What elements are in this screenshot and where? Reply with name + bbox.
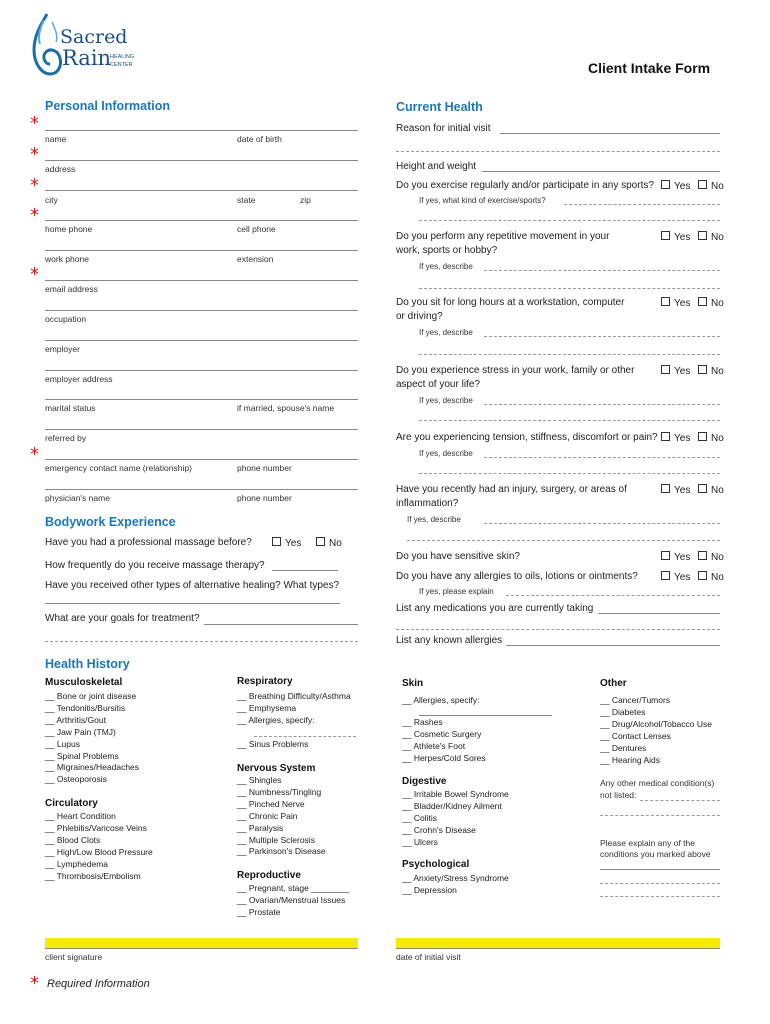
list-item[interactable]: __ Heart Condition: [45, 811, 116, 821]
tension-no[interactable]: [698, 432, 724, 444]
explain-label-2: conditions you marked above: [600, 849, 711, 859]
exercise-yes[interactable]: [661, 180, 690, 192]
skin-allergies-field[interactable]: [419, 715, 552, 716]
referred-label: referred by: [45, 433, 87, 443]
current-heading: Current Health: [396, 100, 483, 114]
list-item[interactable]: __ Diabetes: [600, 706, 646, 717]
reproductive-title: Reproductive: [237, 870, 301, 881]
list-item[interactable]: __ Breathing Difficulty/Asthma: [237, 691, 351, 701]
repetitive-question: Do you perform any repetitive movement in your work, sports or hobby?: [396, 231, 610, 256]
logo: [30, 12, 150, 82]
tension-question: Are you experiencing tension, stiffness, discomfort or pain?: [396, 432, 658, 443]
nervous-title: Nervous System: [237, 763, 316, 774]
repetitive-sub: If yes, describe: [419, 262, 473, 271]
spouse-label: if married, spouse's name: [237, 403, 335, 413]
medications-question: List any medications you are currently taking: [396, 603, 594, 614]
employer-label: employer: [45, 344, 80, 354]
exercise-no[interactable]: [698, 180, 724, 192]
checkbox[interactable]: [698, 365, 707, 374]
circulatory-list: [45, 811, 153, 882]
list-item[interactable]: __ Lupus: [45, 738, 80, 749]
list-item[interactable]: __ Multiple Sclerosis: [237, 834, 315, 845]
list-item[interactable]: __ Lymphedema: [45, 858, 109, 869]
sit-question: Do you sit for long hours at a workstation, computer or driving?: [396, 297, 625, 322]
signature-label: client signature: [45, 952, 103, 962]
stress-yes[interactable]: [661, 365, 690, 377]
psychological-title: Psychological: [402, 859, 470, 870]
psychological-list: [402, 873, 509, 897]
yes-label: Yes: [674, 232, 691, 243]
list-item[interactable]: __ Colitis: [402, 812, 437, 823]
injury-no[interactable]: [698, 484, 724, 496]
exercise-field-2[interactable]: [419, 220, 720, 221]
checkbox[interactable]: [661, 365, 670, 374]
list-item[interactable]: __ Parkinson's Disease: [237, 846, 326, 857]
list-item[interactable]: __ Blood Clots: [45, 834, 101, 845]
injury-sub: If yes, describe: [407, 515, 461, 524]
list-item[interactable]: __ Ulcers: [402, 836, 438, 847]
extension-label: extension: [237, 254, 274, 264]
list-item[interactable]: __ Cosmetic Surgery: [402, 728, 482, 739]
marital-field[interactable]: [45, 399, 358, 400]
known-allergies-question: List any known allergies: [396, 635, 503, 646]
respiratory-title: Respiratory: [237, 676, 293, 687]
repetitive-no[interactable]: [698, 231, 724, 243]
home-phone-field[interactable]: [45, 220, 358, 221]
tension-field-2[interactable]: [419, 473, 720, 474]
other-conditions-field[interactable]: [640, 800, 720, 801]
city-field[interactable]: [45, 190, 358, 191]
checkbox[interactable]: [698, 432, 707, 441]
checkbox[interactable]: [698, 551, 707, 560]
history-heading: Health History: [45, 657, 130, 671]
list-item[interactable]: __ Cancer/Tumors: [600, 695, 671, 705]
list-item[interactable]: __ Paralysis: [237, 822, 284, 833]
work-phone-field[interactable]: [45, 250, 358, 251]
work-phone-label: work phone: [45, 254, 89, 264]
list-item[interactable]: __ Bladder/Kidney Ailment: [402, 800, 502, 811]
list-item[interactable]: __ Herpes/Cold Sores: [402, 752, 486, 763]
no-label: No: [711, 433, 724, 444]
required-star: *: [30, 144, 39, 165]
list-item[interactable]: __ Crohn's Disease: [402, 824, 476, 835]
list-item[interactable]: __ Ovarian/Menstrual Issues: [237, 894, 346, 905]
list-item[interactable]: __ Athlete's Foot: [402, 740, 466, 751]
list-item[interactable]: __ Spinal Problems: [45, 750, 119, 761]
stress-question: Do you experience stress in your work, family or other aspect of your life?: [396, 365, 635, 390]
skin-no[interactable]: [698, 551, 724, 563]
explain-field-3[interactable]: [600, 896, 720, 897]
list-item[interactable]: __ Shingles: [237, 775, 282, 785]
other-conditions-label-2: not listed:: [600, 790, 637, 800]
emergency-field[interactable]: [45, 459, 358, 460]
zip-label: zip: [300, 195, 311, 205]
stress-sub: If yes, describe: [419, 396, 473, 405]
physician-label: physician's name: [45, 493, 110, 503]
marital-label: marital status: [45, 403, 96, 413]
occupation-field[interactable]: [45, 310, 358, 311]
massage-before-question: Have you had a professional massage before?: [45, 537, 252, 548]
musculoskeletal-title: Musculoskeletal: [45, 677, 123, 688]
tension-yes[interactable]: [661, 432, 690, 444]
state-label: state: [237, 195, 256, 205]
exercise-question: Do you exercise regularly and/or participate in any sports?: [396, 180, 654, 191]
allergies-sub: If yes, please explain: [419, 587, 494, 596]
visit-date-line: [396, 948, 720, 949]
goals-question: What are your goals for treatment?: [45, 613, 200, 624]
yes-label: Yes: [674, 552, 691, 563]
checkbox[interactable]: [698, 180, 707, 189]
other-list: [600, 695, 712, 766]
yes-label: Yes: [285, 538, 302, 549]
stress-no[interactable]: [698, 365, 724, 377]
list-item[interactable]: __ Osteoporosis: [45, 774, 107, 785]
water-drop-icon: [30, 12, 64, 78]
medications-field[interactable]: [598, 613, 720, 614]
no-label: No: [711, 485, 724, 496]
required-star: *: [30, 264, 39, 285]
checkbox[interactable]: [698, 484, 707, 493]
checkbox[interactable]: [661, 432, 670, 441]
stress-field-2[interactable]: [419, 420, 720, 421]
goals-field[interactable]: [204, 624, 358, 625]
employer-address-field[interactable]: [45, 370, 358, 371]
list-item[interactable]: __ Numbness/Tingling: [237, 786, 322, 797]
personal-heading: Personal Information: [45, 99, 171, 113]
emergency-phone-label: phone number: [237, 463, 292, 473]
respiratory-allergies-field[interactable]: [254, 736, 356, 737]
list-item[interactable]: __ Drug/Alcohol/Tobacco Use: [600, 718, 712, 729]
frequency-field[interactable]: [272, 570, 338, 571]
sit-yes[interactable]: [661, 297, 690, 309]
list-item[interactable]: __ Irritable Bowel Syndrome: [402, 789, 509, 799]
list-item[interactable]: __ Anxiety/Stress Syndrome: [402, 873, 509, 883]
alt-healing-field[interactable]: [45, 603, 340, 604]
injury-yes[interactable]: [661, 484, 690, 496]
other-conditions-label: Any other medical condition(s): [600, 778, 715, 788]
repetitive-field-2[interactable]: [419, 288, 720, 289]
name-field[interactable]: [45, 130, 358, 131]
list-item[interactable]: __ Pregnant, stage ________: [237, 883, 350, 893]
allergies-field[interactable]: [506, 595, 720, 596]
required-note: Required Information: [47, 978, 150, 990]
exercise-field[interactable]: [564, 204, 720, 205]
other-title: Other: [600, 678, 627, 689]
checkbox[interactable]: [698, 297, 707, 306]
list-item[interactable]: __ Migraines/Headaches: [45, 762, 140, 773]
physician-field[interactable]: [45, 489, 358, 490]
yes-label: Yes: [674, 433, 691, 444]
list-item[interactable]: __ Sinus Problems: [237, 739, 309, 749]
emergency-label: emergency contact name (relationship): [45, 463, 192, 473]
height-question: Height and weight: [396, 161, 477, 172]
required-star: *: [30, 973, 39, 994]
height-field[interactable]: [482, 171, 720, 172]
sit-sub: If yes, describe: [419, 328, 473, 337]
skin-list: [402, 717, 486, 765]
list-item[interactable]: __ Tendonitis/Bursitis: [45, 702, 126, 713]
address-field[interactable]: [45, 160, 358, 161]
exercise-sub: If yes, what kind of exercise/sports?: [419, 196, 546, 205]
home-phone-label: home phone: [45, 224, 93, 234]
skin-first: [402, 695, 479, 707]
sit-field[interactable]: [484, 336, 720, 337]
yes-label: Yes: [674, 366, 691, 377]
frequency-question: How frequently do you receive massage therapy?: [45, 560, 265, 571]
allergies-question: Do you have any allergies to oils, lotions or ointments?: [396, 571, 638, 582]
injury-field-2[interactable]: [407, 540, 720, 541]
dob-label: date of birth: [237, 134, 282, 144]
list-item[interactable]: __ Rashes: [402, 717, 443, 727]
reason-question: Reason for initial visit: [396, 123, 491, 134]
nervous-list: [237, 775, 326, 858]
checkbox[interactable]: [661, 180, 670, 189]
list-item[interactable]: __ Depression: [402, 884, 457, 895]
list-item[interactable]: __ Pinched Nerve: [237, 798, 305, 809]
list-item[interactable]: __ Prostate: [237, 906, 281, 917]
list-item[interactable]: __ High/Low Blood Pressure: [45, 846, 153, 857]
form-title: Client Intake Form: [588, 60, 711, 76]
logo-text-1: Sacred: [60, 26, 128, 48]
injury-field[interactable]: [484, 523, 720, 524]
list-item[interactable]: __ Jaw Pain (TMJ): [45, 726, 116, 737]
reason-field-2[interactable]: [396, 151, 720, 152]
respiratory-list: [237, 691, 351, 727]
list-item[interactable]: __ Arthritis/Gout: [45, 714, 106, 725]
reproductive-list: [237, 883, 349, 919]
respiratory-extra: [237, 739, 308, 751]
bodywork-heading: Bodywork Experience: [45, 515, 176, 529]
no-label: No: [711, 298, 724, 309]
other-conditions-field-2[interactable]: [600, 815, 720, 816]
signature-line: [45, 948, 358, 949]
injury-question: Have you recently had an injury, surgery, or areas of inflammation?: [396, 484, 627, 509]
list-item[interactable]: __ Contact Lenses: [600, 730, 671, 741]
sit-field-2[interactable]: [419, 354, 720, 355]
known-allergies-field[interactable]: [506, 645, 720, 646]
massage-no[interactable]: [316, 537, 342, 549]
no-label: No: [711, 181, 724, 192]
alt-healing-question: Have you received other types of alternative healing? What types?: [45, 580, 340, 591]
digestive-list: [402, 789, 509, 849]
checkbox[interactable]: [661, 484, 670, 493]
massage-yes[interactable]: [272, 537, 301, 549]
referred-field[interactable]: [45, 429, 358, 430]
yes-label: Yes: [674, 181, 691, 192]
yes-label: Yes: [674, 298, 691, 309]
list-item[interactable]: __ Thrombosis/Embolism: [45, 870, 141, 881]
goals-field-2[interactable]: [45, 641, 358, 642]
checkbox[interactable]: [661, 231, 670, 240]
explain-field-2[interactable]: [600, 883, 720, 884]
musculoskeletal-list: [45, 691, 139, 786]
reason-field[interactable]: [500, 133, 720, 134]
checkbox[interactable]: [316, 537, 325, 546]
list-item[interactable]: __ Allergies, specify:: [402, 695, 480, 705]
tension-sub: If yes, describe: [419, 449, 473, 458]
medications-field-2[interactable]: [396, 629, 720, 630]
explain-label: Please explain any of the: [600, 838, 695, 848]
repetitive-field[interactable]: [484, 270, 720, 271]
checkbox[interactable]: [272, 537, 281, 546]
checkbox[interactable]: [661, 571, 670, 580]
no-label: No: [711, 552, 724, 563]
allergies-no[interactable]: [698, 571, 724, 583]
email-field[interactable]: [45, 280, 358, 281]
email-label: email address: [45, 284, 98, 294]
checkbox[interactable]: [661, 551, 670, 560]
no-label: No: [711, 572, 724, 583]
occupation-label: occupation: [45, 314, 87, 324]
required-star: *: [30, 205, 39, 226]
no-label: No: [711, 232, 724, 243]
list-item[interactable]: __ Phlebitis/Varicose Veins: [45, 822, 147, 833]
allergies-yes[interactable]: [661, 571, 690, 583]
required-star: *: [30, 175, 39, 196]
logo-sub-2: CENTER: [110, 62, 133, 68]
yes-label: Yes: [674, 485, 691, 496]
logo-text-2: Rain: [62, 46, 112, 70]
tension-field[interactable]: [484, 457, 720, 458]
name-label: name: [45, 134, 67, 144]
sit-no[interactable]: [698, 297, 724, 309]
explain-field[interactable]: [600, 869, 720, 870]
checkbox[interactable]: [661, 297, 670, 306]
cell-phone-label: cell phone: [237, 224, 276, 234]
repetitive-yes[interactable]: [661, 231, 690, 243]
city-label: city: [45, 195, 58, 205]
stress-field[interactable]: [484, 404, 720, 405]
physician-phone-label: phone number: [237, 493, 292, 503]
employer-field[interactable]: [45, 340, 358, 341]
skin-yes[interactable]: [661, 551, 690, 563]
checkbox[interactable]: [698, 571, 707, 580]
employer-address-label: employer address: [45, 374, 113, 384]
no-label: No: [329, 538, 342, 549]
yes-label: Yes: [674, 572, 691, 583]
digestive-title: Digestive: [402, 776, 447, 787]
no-label: No: [711, 366, 724, 377]
list-item[interactable]: __ Allergies, specify:: [237, 714, 315, 725]
skin-title: Skin: [402, 678, 424, 689]
checkbox[interactable]: [698, 231, 707, 240]
logo-sub-1: HEALING: [110, 54, 135, 60]
circulatory-title: Circulatory: [45, 798, 98, 809]
address-label: address: [45, 164, 76, 174]
list-item[interactable]: __ Emphysema: [237, 702, 297, 713]
list-item[interactable]: __ Chronic Pain: [237, 810, 298, 821]
visit-date-label: date of initial visit: [396, 952, 461, 962]
list-item[interactable]: __ Bone or joint disease: [45, 691, 137, 701]
list-item[interactable]: __ Hearing Aids: [600, 754, 661, 765]
list-item[interactable]: __ Dentures: [600, 742, 647, 753]
required-star: *: [30, 113, 39, 134]
required-star: *: [30, 444, 39, 465]
skin-question: Do you have sensitive skin?: [396, 551, 520, 562]
